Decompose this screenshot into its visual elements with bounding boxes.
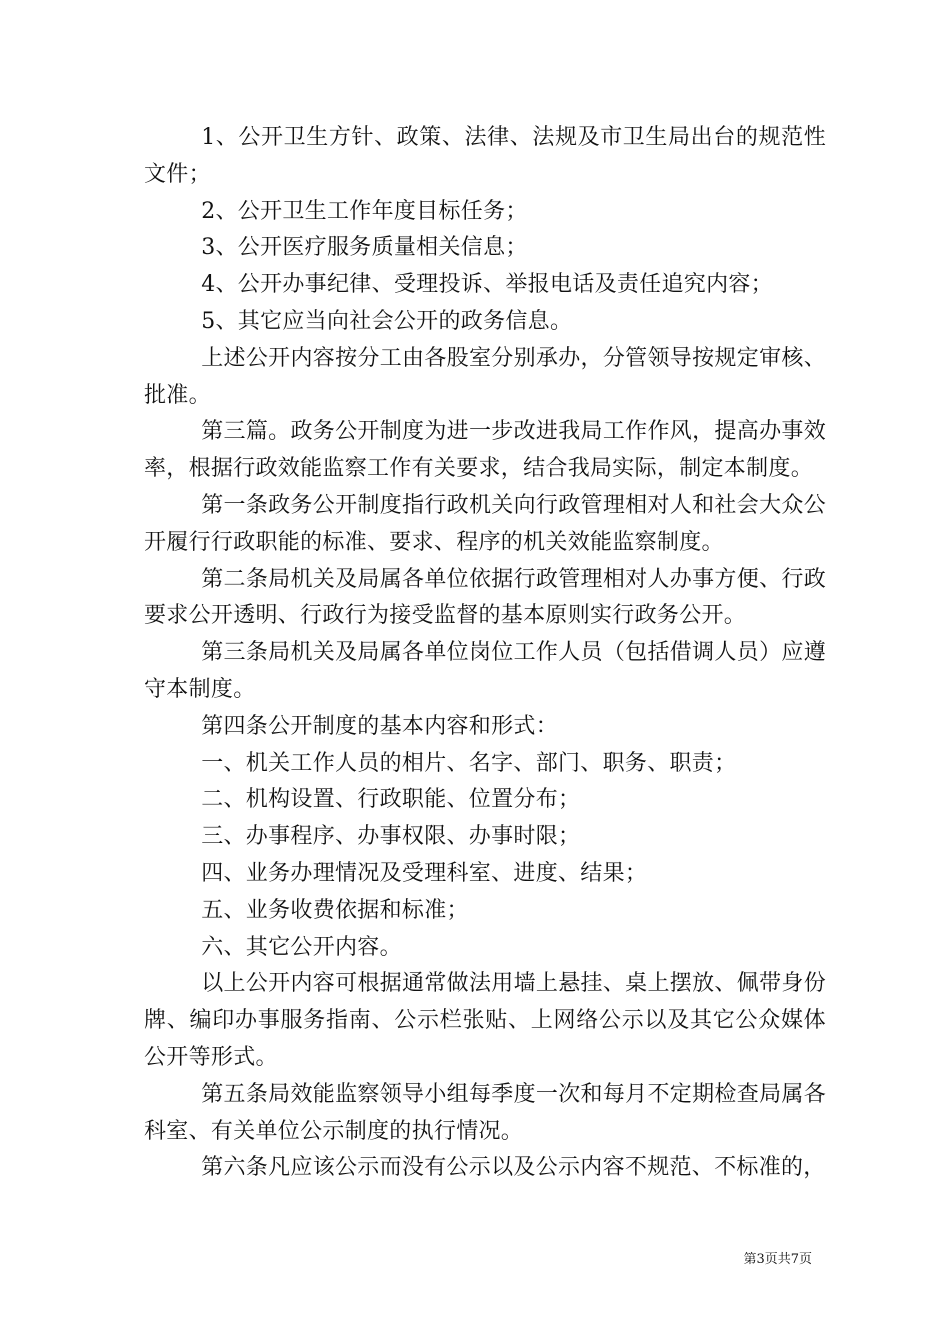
paragraph: 第二条局机关及局属各单位依据行政管理相对人办事方便、行政要求公开透明、行政行为接受监督的基本原则实行政务公开。 bbox=[144, 566, 826, 629]
paragraph: 第四条公开制度的基本内容和形式： bbox=[201, 713, 558, 739]
paragraph: 1、公开卫生方针、政策、法律、法规及市卫生局出台的规范性文件； bbox=[144, 125, 826, 187]
paragraph: 2、公开卫生工作年度目标任务； bbox=[201, 198, 528, 224]
paragraph: 六、其它公开内容。 bbox=[201, 934, 402, 960]
paragraph: 第一条政务公开制度指行政机关向行政管理相对人和社会大众公开履行行政职能的标准、要求、程序的机关效能监察制度。 bbox=[144, 492, 826, 555]
document-body bbox=[144, 120, 826, 1187]
paragraph: 第三篇。政务公开制度为进一步改进我局工作作风，提高办事效率，根据行政效能监察工作有关要求，结合我局实际，制定本制度。 bbox=[144, 419, 826, 482]
page-number: 第3页共7页 bbox=[743, 1252, 812, 1267]
paragraph: 5、其它应当向社会公开的政务信息。 bbox=[201, 308, 573, 334]
paragraph: 五、业务收费依据和标准； bbox=[201, 897, 469, 923]
paragraph: 上述公开内容按分工由各股室分别承办，分管领导按规定审核、批准。 bbox=[144, 345, 826, 408]
paragraph: 一、机关工作人员的相片、名字、部门、职务、职责； bbox=[201, 750, 737, 776]
paragraph: 三、办事程序、办事权限、办事时限； bbox=[201, 824, 581, 850]
paragraph: 4、公开办事纪律、受理投诉、举报电话及责任追究内容； bbox=[201, 272, 773, 298]
paragraph: 四、业务办理情况及受理科室、进度、结果； bbox=[201, 860, 648, 886]
paragraph: 第六条凡应该公示而没有公示以及公示内容不规范、不标准的， bbox=[201, 1155, 826, 1181]
paragraph: 二、机构设置、行政职能、位置分布； bbox=[201, 787, 581, 813]
paragraph: 以上公开内容可根据通常做法用墙上悬挂、桌上摆放、佩带身份牌、编印办事服务指南、公示栏张贴、上网络公示以及其它公众媒体公开等形式。 bbox=[144, 971, 826, 1070]
paragraph: 第三条局机关及局属各单位岗位工作人员（包括借调人员）应遵守本制度。 bbox=[144, 640, 826, 702]
paragraph: 第五条局效能监察领导小组每季度一次和每月不定期检查局属各科室、有关单位公示制度的执行情况。 bbox=[144, 1081, 826, 1144]
paragraph: 3、公开医疗服务质量相关信息； bbox=[201, 235, 528, 261]
